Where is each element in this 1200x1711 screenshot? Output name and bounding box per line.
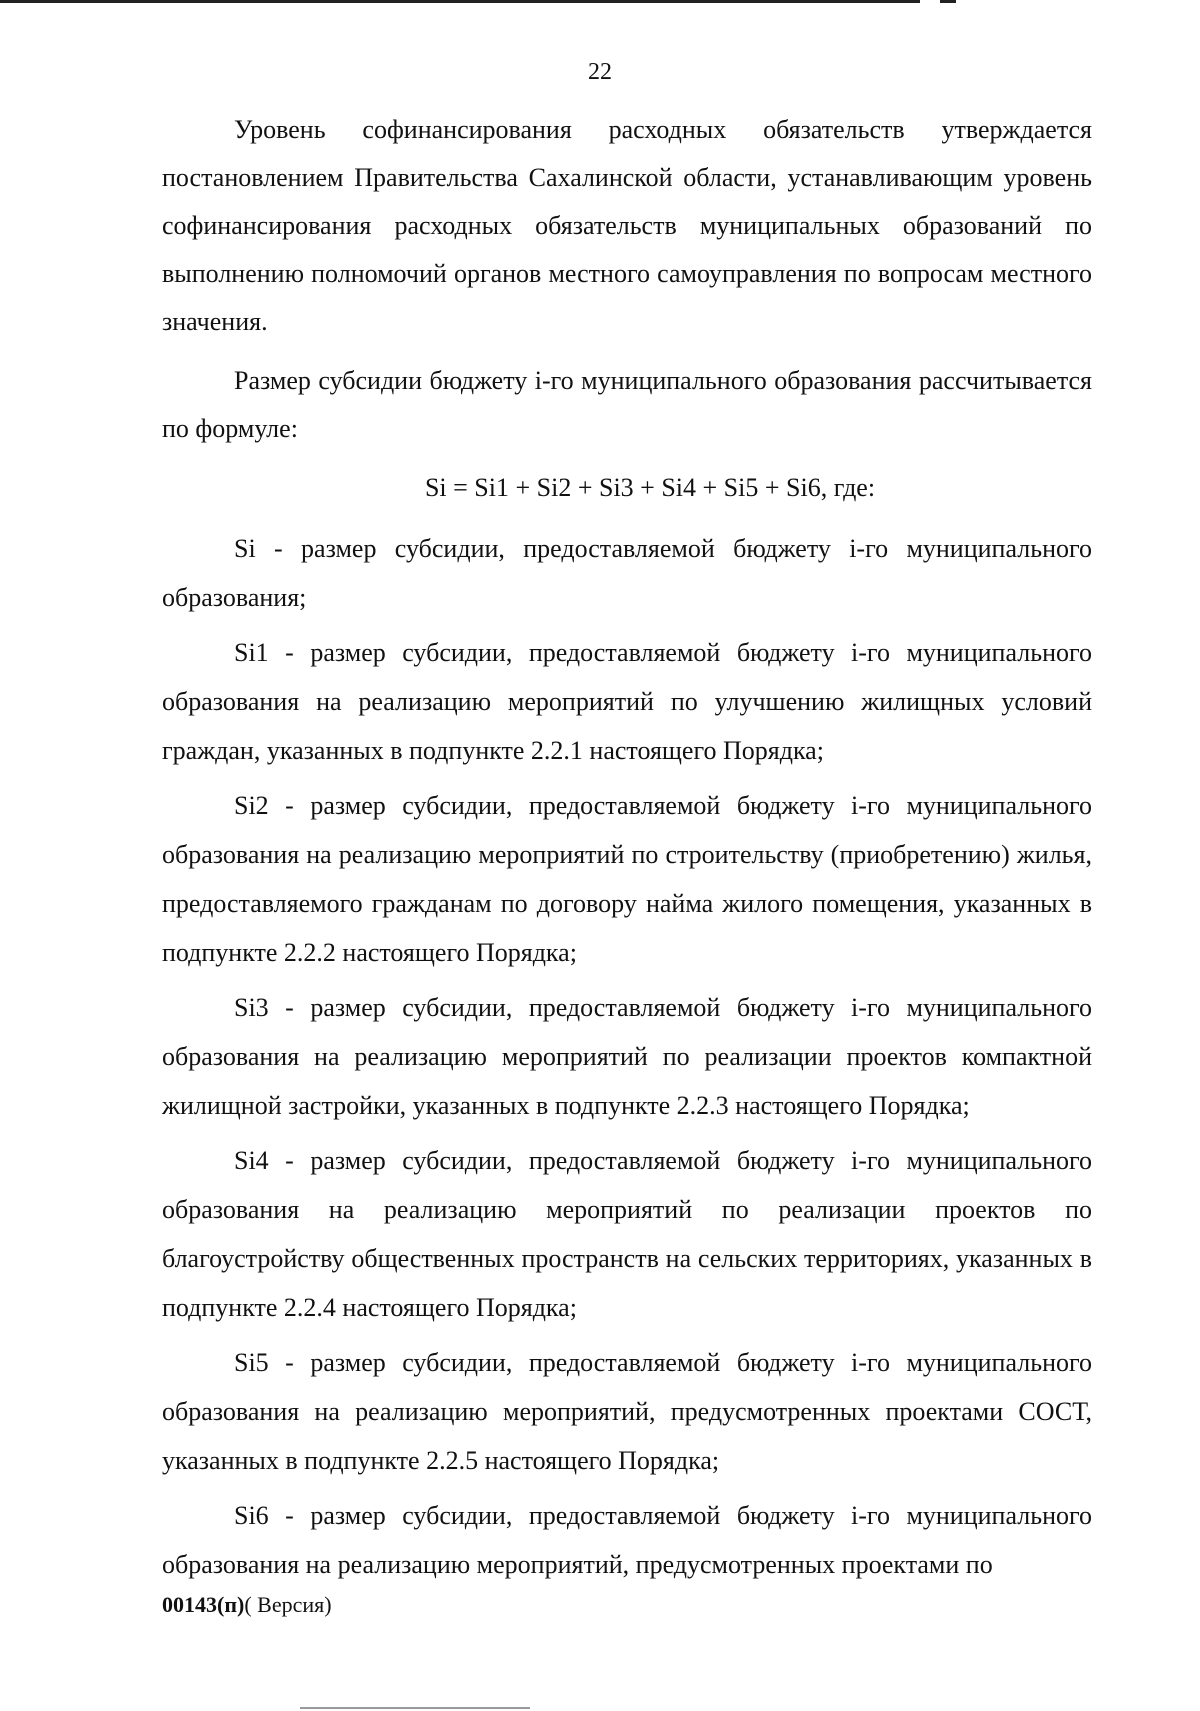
formula-intro-section: [162, 357, 1092, 453]
bottom-scan-line: [300, 1707, 530, 1709]
document-footer: [162, 1590, 332, 1620]
document-code: 00143(п): [162, 1592, 245, 1617]
paragraph-cofinancing-level: Уровень софинансирования расходных обязательств утверждается постановлением Правительства Сахалинской области, устанавливающим уровень софинансирования расходных обязательств муниципальных образований по выполнению полномочий органов местного самоуправления по вопросам местного значения.: [162, 115, 1092, 336]
definition-si1: Si1 - размер субсидии, предоставляемой бюджету i-го муниципального образования на реализацию мероприятий по улучшению жилищных условий граждан, указанных в подпункте 2.2.1 настоящего Порядка;: [162, 638, 1092, 765]
paragraph-subsidy-size: Размер субсидии бюджету i-го муниципального образования рассчитывается по формуле:: [162, 366, 1092, 443]
definition-si: Si - размер субсидии, предоставляемой бюджету i-го муниципального образования;: [162, 534, 1092, 612]
document-version: ( Версия): [244, 1592, 332, 1617]
page-number: 22: [588, 59, 612, 85]
definition-si6: Si6 - размер субсидии, предоставляемой бюджету i-го муниципального образования на реализацию мероприятий, предусмотренных проектами по: [162, 1501, 1092, 1579]
definition-si4: Si4 - размер субсидии, предоставляемой бюджету i-го муниципального образования на реализацию мероприятий по реализации проектов по благоустройству общественных пространств на сельских территориях, указанных в подпункте 2.2.4 настоящего Порядка;: [162, 1146, 1092, 1322]
intro-section: [162, 106, 1092, 346]
top-border-mark: [940, 0, 956, 3]
definition-si5: Si5 - размер субсидии, предоставляемой бюджету i-го муниципального образования на реализацию мероприятий, предусмотренных проектами СОСТ, указанных в подпункте 2.2.5 настоящего Порядка;: [162, 1348, 1092, 1475]
subsidy-formula: Si = Si1 + Si2 + Si3 + Si4 + Si5 + Si6, где:: [424, 473, 876, 502]
definition-si2: Si2 - размер субсидии, предоставляемой бюджету i-го муниципального образования на реализацию мероприятий по строительству (приобретению) жилья, предоставляемого гражданам по договору найма жилого помещения, указанных в подпункте 2.2.2 настоящего Порядка;: [162, 791, 1092, 967]
definitions-list: [162, 524, 1092, 1589]
definition-si3: Si3 - размер субсидии, предоставляемой бюджету i-го муниципального образования на реализацию мероприятий по реализации проектов компактной жилищной застройки, указанных в подпункте 2.2.3 настоящего Порядка;: [162, 993, 1092, 1120]
top-border-line: [0, 0, 920, 3]
